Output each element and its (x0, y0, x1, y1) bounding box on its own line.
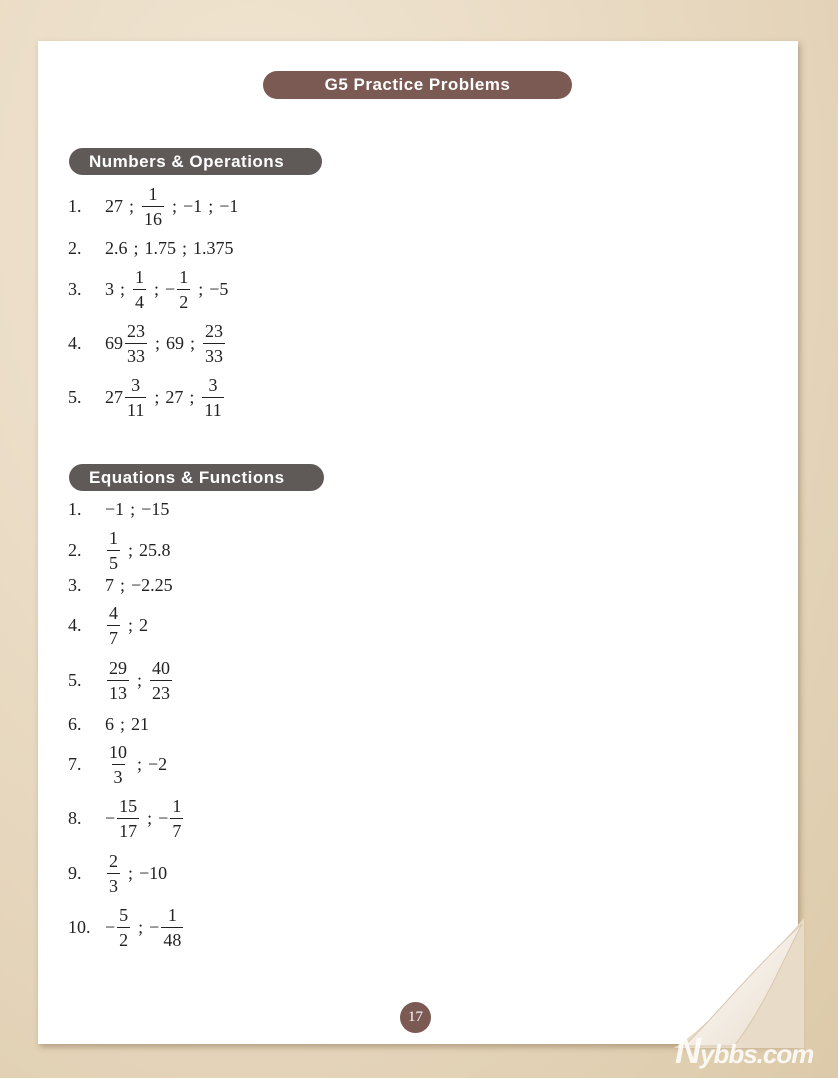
denominator: 48 (161, 927, 183, 949)
separator: ; (120, 713, 126, 734)
denominator: 17 (117, 818, 139, 840)
separator: ; (128, 862, 134, 883)
fraction-prefix: 69 (105, 332, 123, 353)
fraction (177, 268, 190, 311)
problem-number: 6. (68, 713, 82, 734)
fraction-prefix: − (165, 278, 176, 299)
page-curl-decoration (674, 918, 804, 1048)
separator: ; (189, 386, 195, 407)
denominator: 7 (107, 625, 120, 647)
numerator: 1 (179, 266, 189, 287)
fraction (161, 906, 183, 949)
problem-number: 2. (68, 237, 82, 258)
page-title: G5 Practice Problems (263, 71, 572, 99)
problem-number: 1. (68, 195, 82, 216)
separator: ; (137, 669, 143, 690)
answer-row (68, 788, 185, 848)
separator: ; (198, 278, 204, 299)
answer-row (68, 259, 228, 319)
denominator: 23 (150, 680, 172, 702)
fraction (125, 322, 147, 365)
fraction-prefix: − (149, 916, 160, 937)
problem-number: 4. (68, 332, 82, 353)
fraction-prefix: − (105, 807, 116, 828)
numerator: 1 (167, 904, 177, 925)
fraction (107, 743, 129, 786)
numerator: 3 (208, 374, 218, 395)
denominator: 11 (202, 397, 223, 419)
numerator: 4 (109, 602, 118, 623)
watermark-text: ybbs.com (700, 1039, 814, 1069)
numerator: 15 (119, 795, 138, 816)
fraction (125, 376, 146, 419)
separator: ; (130, 498, 136, 519)
answer-row (68, 843, 167, 903)
answer-value: 7 (105, 574, 114, 595)
answer-value: 27 (165, 386, 184, 407)
answer-value: −15 (141, 498, 170, 519)
separator: ; (172, 195, 178, 216)
separator: ; (128, 614, 134, 635)
problem-number: 3. (68, 574, 82, 595)
numerator: 3 (131, 374, 141, 395)
problem-number: 9. (68, 862, 82, 883)
denominator: 16 (142, 206, 164, 228)
numerator: 23 (205, 320, 224, 341)
separator: ; (147, 807, 153, 828)
denominator: 2 (177, 289, 190, 311)
denominator: 2 (117, 927, 130, 949)
problem-number: 8. (68, 807, 82, 828)
fraction (107, 852, 120, 895)
separator: ; (138, 916, 144, 937)
numerator: 40 (152, 657, 171, 678)
fraction-prefix: 27 (105, 386, 123, 407)
numerator: 1 (172, 795, 182, 816)
numerator: 1 (148, 183, 158, 204)
answer-value: −2 (148, 753, 168, 774)
separator: ; (120, 574, 126, 595)
answer-value: 25.8 (139, 539, 171, 560)
denominator: 3 (107, 873, 120, 895)
answer-value: 3 (105, 278, 114, 299)
separator: ; (137, 753, 143, 774)
fraction (203, 322, 225, 365)
answer-row (68, 367, 226, 427)
problem-number: 4. (68, 614, 82, 635)
answer-value: 69 (166, 332, 185, 353)
fraction (107, 604, 120, 647)
separator: ; (208, 195, 214, 216)
separator: ; (129, 195, 135, 216)
denominator: 13 (107, 680, 129, 702)
problem-number: 2. (68, 539, 82, 560)
answer-row (68, 595, 148, 655)
answer-value: 2.6 (105, 237, 128, 258)
fraction (150, 659, 172, 702)
denominator: 5 (107, 550, 120, 572)
denominator: 11 (125, 397, 146, 419)
answer-value: −1 (105, 498, 125, 519)
fraction (117, 906, 130, 949)
separator: ; (154, 278, 160, 299)
denominator: 3 (112, 764, 125, 786)
watermark-logo (675, 1030, 813, 1072)
fraction-prefix: − (158, 807, 169, 828)
answer-value: 27 (105, 195, 123, 216)
fraction-prefix: − (105, 916, 116, 937)
answer-value: 2 (139, 614, 149, 635)
denominator: 4 (133, 289, 146, 311)
numerator: 23 (127, 320, 145, 341)
denominator: 33 (125, 343, 147, 365)
answer-value: −10 (139, 862, 168, 883)
numerator: 1 (109, 527, 118, 548)
problem-number: 3. (68, 278, 82, 299)
answer-value: −2.25 (131, 574, 173, 595)
numerator: 5 (119, 904, 129, 925)
numerator: 29 (109, 657, 127, 678)
fraction (202, 376, 223, 419)
problem-number: 5. (68, 386, 82, 407)
answer-value: −1 (183, 195, 203, 216)
answer-value: 21 (131, 713, 150, 734)
problem-number: 5. (68, 669, 82, 690)
section-heading-numbers-operations: Numbers & Operations (69, 148, 322, 175)
numerator: 10 (109, 741, 127, 762)
problem-number: 10. (68, 916, 91, 937)
answer-value: 1.375 (193, 237, 234, 258)
fraction (133, 268, 146, 311)
separator: ; (155, 332, 161, 353)
answer-row (68, 313, 227, 373)
worksheet-page (38, 41, 798, 1044)
page-number: 17 (400, 1002, 431, 1033)
fraction (117, 797, 139, 840)
separator: ; (133, 237, 139, 258)
numerator: 1 (135, 266, 145, 287)
separator: ; (154, 386, 160, 407)
answer-value: 1.75 (144, 237, 177, 258)
answer-value: −5 (209, 278, 229, 299)
numerator: 2 (109, 850, 118, 871)
separator: ; (190, 332, 196, 353)
separator: ; (182, 237, 188, 258)
separator: ; (120, 278, 126, 299)
answer-value: −1 (219, 195, 239, 216)
problem-number: 1. (68, 498, 82, 519)
section-heading-equations-functions: Equations & Functions (69, 464, 324, 491)
answer-row (68, 734, 167, 794)
denominator: 33 (203, 343, 225, 365)
answer-row (68, 897, 185, 957)
problem-number: 7. (68, 753, 82, 774)
answer-value: 6 (105, 713, 114, 734)
separator: ; (128, 539, 134, 560)
watermark-letter: N (675, 1030, 700, 1071)
fraction (170, 797, 183, 840)
denominator: 7 (170, 818, 183, 840)
